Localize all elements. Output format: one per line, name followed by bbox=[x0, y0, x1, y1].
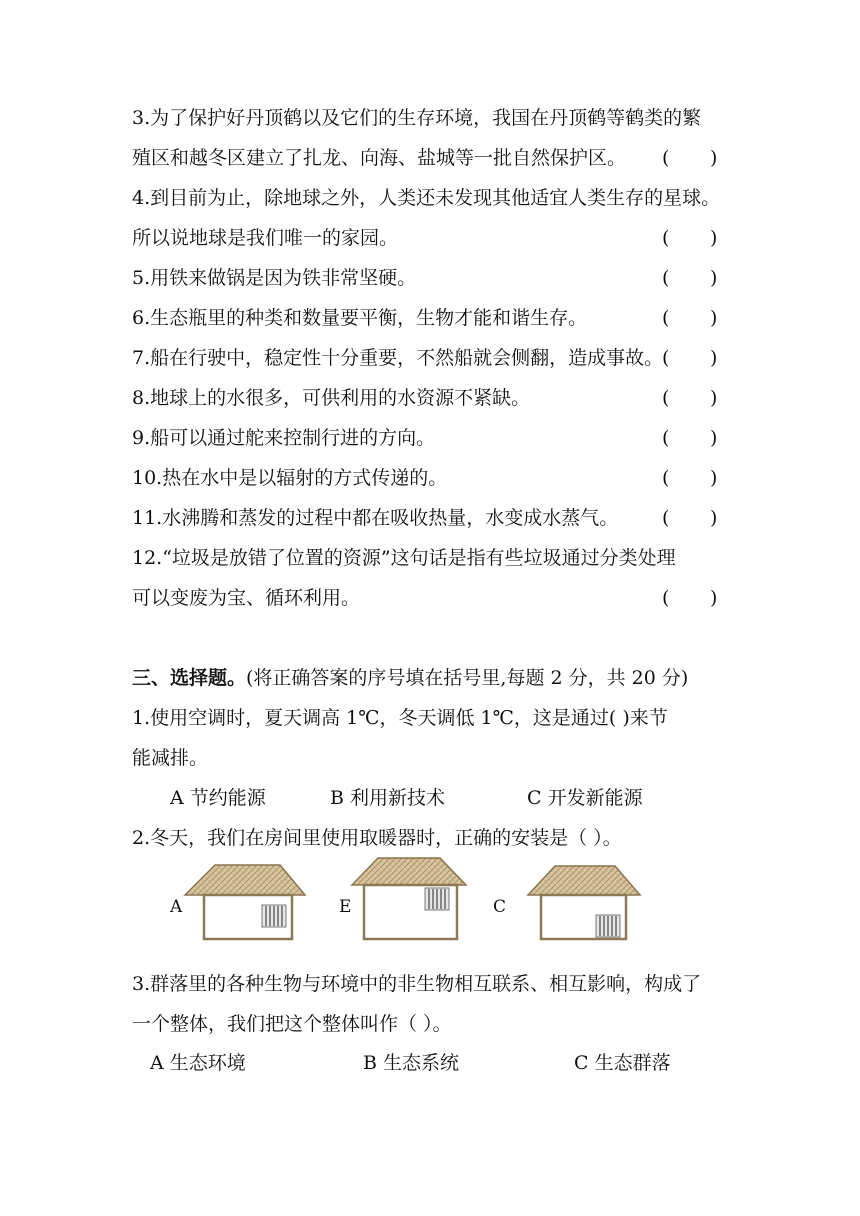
q3-option-b[interactable]: B 生态系统 bbox=[363, 1052, 460, 1074]
tf-item-8: 8.地球上的水很多，可供利用的水资源不紧缺。 bbox=[132, 387, 531, 409]
tf-item-4-line2: 所以说地球是我们唯一的家园。 bbox=[132, 227, 399, 249]
answer-paren-9[interactable]: ( ) bbox=[662, 427, 718, 449]
tf-item-6: 6.生态瓶里的种类和数量要平衡，生物才能和谐生存。 bbox=[132, 307, 588, 329]
q2-label-c[interactable]: C bbox=[493, 897, 507, 917]
q3-line2: 一个整体，我们把这个整体叫作（ ）。 bbox=[132, 1013, 452, 1035]
answer-paren-8[interactable]: ( ) bbox=[662, 387, 718, 409]
radiator-icon bbox=[262, 905, 286, 927]
answer-paren-10[interactable]: ( ) bbox=[662, 467, 718, 489]
q1-option-a[interactable]: A 节约能源 bbox=[170, 787, 266, 809]
q3-line1: 3.群落里的各种生物与环境中的非生物相互联系、相互影响，构成了 bbox=[132, 973, 702, 995]
tf-item-9: 9.船可以通过舵来控制行进的方向。 bbox=[132, 427, 436, 449]
q1-line2: 能减排。 bbox=[132, 747, 209, 769]
q1-option-b[interactable]: B 利用新技术 bbox=[330, 787, 446, 809]
answer-paren-11[interactable]: ( ) bbox=[662, 507, 718, 529]
q2-label-a[interactable]: A bbox=[170, 897, 183, 917]
answer-paren-12[interactable]: ( ) bbox=[662, 587, 718, 609]
section-note: (将正确答案的序号填在括号里,每题 2 分，共 20 分) bbox=[246, 667, 689, 689]
tf-item-5: 5.用铁来做锅是因为铁非常坚硬。 bbox=[132, 267, 417, 289]
tf-item-7: 7.船在行驶中，稳定性十分重要，不然船就会侧翻，造成事故。 bbox=[132, 347, 664, 369]
tf-item-12-line1: 12.“垃圾是放错了位置的资源”这句话是指有些垃圾通过分类处理 bbox=[132, 547, 676, 569]
tf-item-3-line1: 3.为了保护好丹顶鹤以及它们的生存环境，我国在丹顶鹤等鹤类的繁 bbox=[132, 107, 702, 129]
tf-item-3-line2: 殖区和越冬区建立了扎龙、向海、盐城等一批自然保护区。 bbox=[132, 147, 627, 169]
answer-paren-4[interactable]: ( ) bbox=[662, 227, 718, 249]
answer-paren-5[interactable]: ( ) bbox=[662, 267, 718, 289]
tf-item-4-line1: 4.到目前为止，除地球之外，人类还未发现其他适宜人类生存的星球。 bbox=[132, 187, 721, 209]
radiator-icon bbox=[596, 915, 620, 937]
radiator-icon bbox=[425, 888, 449, 910]
answer-paren-3[interactable]: ( ) bbox=[662, 147, 718, 169]
q1-line1: 1.使用空调时，夏天调高 1℃，冬天调低 1℃，这是通过( )来节 bbox=[132, 707, 668, 729]
q2-line1: 2.冬天，我们在房间里使用取暖器时，正确的安装是（ ）。 bbox=[132, 827, 622, 849]
section-title: 三、选择题。 bbox=[132, 667, 247, 689]
q3-option-a[interactable]: A 生态环境 bbox=[150, 1052, 246, 1074]
house-b[interactable] bbox=[352, 858, 466, 939]
tf-item-10: 10.热在水中是以辐射的方式传递的。 bbox=[132, 467, 448, 489]
answer-paren-7[interactable]: ( ) bbox=[662, 347, 718, 369]
tf-item-12-line2: 可以变废为宝、循环利用。 bbox=[132, 587, 361, 609]
house-a[interactable] bbox=[185, 865, 305, 939]
answer-paren-6[interactable]: ( ) bbox=[662, 307, 718, 329]
q3-option-c[interactable]: C 生态群落 bbox=[574, 1052, 671, 1074]
q1-option-c[interactable]: C 开发新能源 bbox=[527, 787, 643, 809]
q2-label-b[interactable]: E bbox=[339, 897, 352, 917]
tf-item-11: 11.水沸腾和蒸发的过程中都在吸收热量，水变成水蒸气。 bbox=[132, 507, 619, 529]
house-c[interactable] bbox=[528, 866, 640, 939]
